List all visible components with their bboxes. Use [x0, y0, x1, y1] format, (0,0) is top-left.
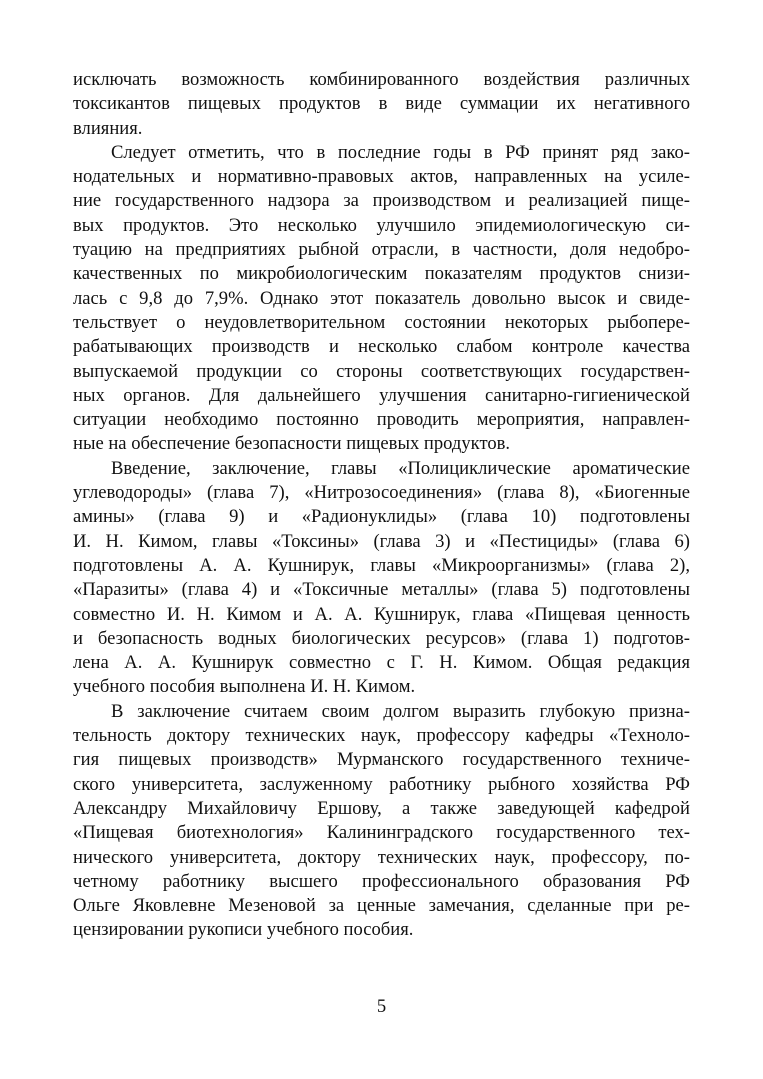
paragraph-3 [73, 457, 690, 700]
text-line: И. Н. Кимом, главы «Токсины» (глава 3) и «Пестициды» (глава 6) [73, 530, 690, 552]
text-line: углеводороды» (глава 7), «Нитрозосоединения» (глава 8), «Биогенные [73, 482, 690, 504]
text-line: учебного пособия выполнена И. Н. Кимом. [73, 676, 416, 698]
text-line: гия пищевых производств» Мурманского государственного техниче- [73, 749, 690, 771]
text-line: ных органов. Для дальнейшего улучшения санитарно-гигиенической [73, 384, 690, 406]
text-line: четному работнику высшего профессионального образования РФ [73, 870, 690, 892]
text-line: лась с 9,8 до 7,9%. Однако этот показатель довольно высок и свиде- [73, 287, 690, 309]
text-line: исключать возможность комбинированного воздействия различных [73, 69, 690, 90]
paragraph-2 [73, 141, 690, 457]
text-line: туацию на предприятиях рыбной отрасли, в частности, доля недобро- [73, 239, 690, 261]
document-body [73, 68, 690, 943]
text-line: влияния. [73, 117, 143, 139]
text-line: и безопасность водных биологических ресурсов» (глава 1) подготов- [73, 627, 690, 649]
paragraph-1 [73, 68, 690, 141]
text-line: подготовлены А. А. Кушнирук, главы «Микроорганизмы» (глава 2), [73, 554, 690, 576]
text-line: выпускаемой продукции со стороны соответствующих государствен- [73, 360, 690, 382]
text-line: ситуации необходимо постоянно проводить мероприятия, направлен- [73, 409, 690, 431]
text-line: «Паразиты» (глава 4) и «Токсичные металлы» (глава 5) подготовлены [73, 579, 690, 601]
text-line: Ольге Яковлевне Мезеновой за ценные замечания, сделанные при ре- [73, 895, 690, 917]
text-line: Александру Михайловичу Ершову, а также заведующей кафедрой [73, 797, 690, 819]
text-line: амины» (глава 9) и «Радионуклиды» (глава 10) подготовлены [73, 506, 690, 528]
text-line: тельствует о неудовлетворительном состоянии некоторых рыбопере- [73, 311, 690, 333]
text-line: нического университета, доктору технических наук, профессору, по- [73, 846, 690, 868]
text-line: тельность доктору технических наук, профессору кафедры «Техноло- [73, 725, 690, 747]
text-line: вых продуктов. Это несколько улучшило эпидемиологическую си- [73, 214, 690, 236]
text-line: Введение, заключение, главы «Полициклические ароматические [111, 457, 690, 479]
text-line: качественных по микробиологическим показателям продуктов снизи- [73, 263, 690, 285]
text-line: токсикантов пищевых продуктов в виде суммации их негативного [73, 93, 690, 115]
text-line: «Пищевая биотехнология» Калининградского государственного тех- [73, 822, 690, 844]
text-line: В заключение считаем своим долгом выразить глубокую призна- [111, 700, 690, 722]
text-line: цензировании рукописи учебного пособия. [73, 919, 414, 941]
text-line: Следует отметить, что в последние годы в РФ принят ряд зако- [111, 141, 690, 163]
text-line: ные на обеспечение безопасности пищевых продуктов. [73, 433, 511, 455]
text-line: рабатывающих производств и несколько слабом контроле качества [73, 336, 690, 358]
paragraph-4 [73, 700, 690, 943]
page-number: 5 [376, 996, 387, 1017]
text-line: ние государственного надзора за производством и реализацией пище- [73, 190, 690, 212]
text-line: совместно И. Н. Кимом и А. А. Кушнирук, глава «Пищевая ценность [73, 603, 690, 625]
text-line: лена А. А. Кушнирук совместно с Г. Н. Кимом. Общая редакция [73, 652, 690, 674]
text-line: ского университета, заслуженному работнику рыбного хозяйства РФ [73, 773, 690, 795]
text-line: нодательных и нормативно-правовых актов, направленных на усиле- [73, 166, 690, 188]
